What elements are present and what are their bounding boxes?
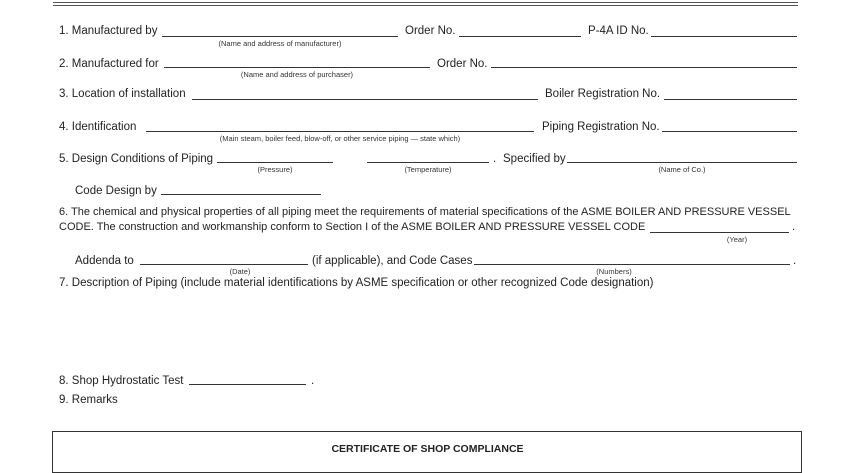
- manufactured-for-label: 2. Manufactured for: [59, 58, 159, 70]
- date-caption: (Date): [229, 267, 251, 276]
- temperature-period: .: [493, 153, 497, 165]
- manufactured-by-label: 1. Manufactured by: [59, 25, 158, 37]
- location-label: 3. Location of installation: [59, 88, 186, 100]
- manufacturer-caption: (Name and address of manufacturer): [218, 39, 342, 48]
- purchaser-field[interactable]: [164, 67, 430, 68]
- design-conditions-label: 5. Design Conditions of Piping: [59, 153, 214, 165]
- statement-line-2: CODE. The construction and workmanship conform to Section I of the ASME BOILER AND PRESSURE VESSEL CODE: [59, 221, 646, 233]
- company-field[interactable]: [567, 162, 797, 163]
- order-no-field-2[interactable]: [491, 67, 797, 68]
- year-caption: (Year): [726, 235, 748, 244]
- code-cases-field[interactable]: [474, 264, 790, 265]
- certificate-title: CERTIFICATE OF SHOP COMPLIANCE: [331, 443, 524, 455]
- code-design-field[interactable]: [161, 194, 321, 195]
- hydrostatic-period: .: [311, 375, 315, 387]
- pressure-caption: (Pressure): [257, 165, 293, 174]
- boiler-registration-label: Boiler Registration No.: [545, 88, 661, 100]
- year-period: .: [792, 221, 796, 233]
- purchaser-caption: (Name and address of purchaser): [240, 70, 354, 79]
- code-cases-label: (if applicable), and Code Cases: [312, 255, 473, 267]
- company-caption: (Name of Co.): [658, 165, 706, 174]
- identification-caption: (Main steam, boiler feed, blow-off, or other service piping — state which): [219, 134, 461, 143]
- piping-registration-field[interactable]: [662, 131, 797, 132]
- top-rule: [53, 2, 798, 3]
- p4a-id-field[interactable]: [651, 36, 797, 37]
- description-area[interactable]: [59, 292, 797, 368]
- addenda-date-field[interactable]: [140, 264, 308, 265]
- boiler-registration-field[interactable]: [664, 99, 797, 100]
- statement-line-1: 6. The chemical and physical properties of all piping meet the requirements of material specifications of the ASME BOILER AND PRESSURE VESSEL: [59, 206, 791, 218]
- numbers-caption: (Numbers): [596, 267, 632, 276]
- pressure-field[interactable]: [217, 162, 333, 163]
- hydrostatic-test-label: 8. Shop Hydrostatic Test: [59, 375, 184, 387]
- top-rule-second: [53, 5, 798, 6]
- p4a-id-label: P-4A ID No.: [588, 25, 649, 37]
- description-label: 7. Description of Piping (include material identifications by ASME specification or other recognized Code designation): [59, 277, 654, 289]
- specified-by-label: Specified by: [503, 153, 566, 165]
- code-design-label: Code Design by: [75, 185, 157, 197]
- code-cases-period: .: [793, 255, 797, 267]
- year-field[interactable]: [650, 232, 789, 233]
- temperature-caption: (Temperature): [404, 165, 452, 174]
- addenda-label: Addenda to: [75, 255, 134, 267]
- order-no-label-1: Order No.: [405, 25, 456, 37]
- hydrostatic-test-field[interactable]: [189, 384, 306, 385]
- piping-registration-label: Piping Registration No.: [542, 121, 660, 133]
- identification-label: 4. Identification: [59, 121, 137, 133]
- order-no-label-2: Order No.: [437, 58, 488, 70]
- temperature-field[interactable]: [367, 162, 489, 163]
- remarks-label: 9. Remarks: [59, 394, 118, 406]
- manufacturer-field[interactable]: [162, 36, 398, 37]
- order-no-field-1[interactable]: [459, 36, 581, 37]
- identification-field[interactable]: [146, 131, 534, 132]
- location-field[interactable]: [192, 99, 538, 100]
